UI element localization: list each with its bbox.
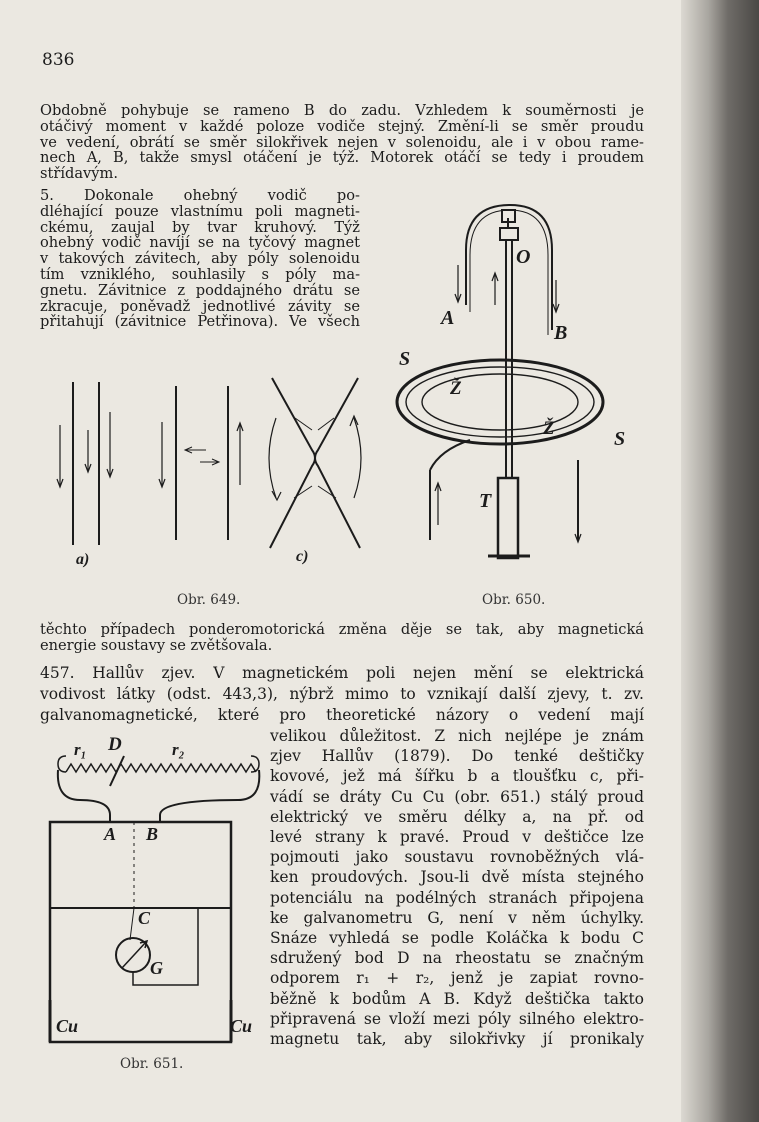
text-line: 5. Dokonale ohebný vodič po- [40, 187, 360, 204]
sliding-contact-D [110, 756, 124, 786]
text-line: sdružený bod D na rheostatu se značným [270, 949, 644, 968]
fig651-label-g: G [150, 958, 163, 978]
rheostat-end [58, 756, 66, 772]
text-line: ckému, zaujal by tvar kruhový. Týž [40, 218, 360, 236]
text-line: kovové, jež má šířku b a tloušťku c, při- [270, 767, 644, 786]
fig651-label-r2: r₂ [172, 740, 185, 759]
fig651-label-cu-left: Cu [56, 1016, 79, 1036]
fig650-label-s-right: S [614, 428, 626, 450]
text-line: v takových závitech, aby póly solenoidu [40, 250, 360, 268]
fig649-caption: Obr. 649. [177, 592, 241, 608]
fig649-label-a: a) [76, 551, 90, 568]
text-line: magnetu tak, aby silokřivky jí pronikaly [270, 1030, 644, 1049]
text-line: odporem r₁ + r₂, jenž je zapiat rovno- [270, 969, 644, 988]
fig650-label-a: A [441, 307, 455, 329]
fig651-label-r1: r₁ [74, 740, 87, 759]
text-line: pojmouti jako soustavu rovnoběžných vlá- [270, 848, 644, 867]
text-line: dléhající pouze vlastnímu poli magneti- [40, 202, 360, 220]
text-line: zjev Hallův (1879). Do tenké deštičky [270, 747, 644, 766]
text-line: běžně k bodům A B. Když deštička takto [270, 989, 644, 1008]
text-line: velikou důležitost. Z nich nejlépe je znám [270, 727, 644, 745]
page-number: 836 [42, 50, 75, 70]
text-line: vádí se dráty Cu Cu (obr. 651.) stálý proud [270, 787, 644, 806]
fig650-label-s-left: S [399, 348, 411, 370]
text-line: ke galvanometru G, není v něm úchylky. [270, 908, 644, 927]
text-line: Snáze vyhledá se podle Koláčka k bodu C [270, 929, 644, 948]
galvanometer-needle [122, 942, 146, 968]
fig651-label-cu-right: Cu [230, 1016, 253, 1036]
text-line: galvanomagnetické, které pro theoretické názory o vedení mají [40, 706, 644, 724]
fig650-label-o: O [516, 246, 531, 268]
text-line: tím vzniklého, souhlasily s póly ma- [40, 265, 360, 283]
text-line: přitahují (závitnice Petřinova). Ve všech [40, 313, 360, 331]
wire-left [58, 770, 110, 815]
fig650-label-t: T [479, 490, 492, 512]
text-line: ohebný vodič navíjí se na tyčový magnet [40, 234, 360, 252]
fig651-caption: Obr. 651. [120, 1056, 184, 1072]
text-line: zkracuje, poněvadž jednotlivé závity se [40, 297, 360, 315]
wire-right [160, 770, 259, 815]
text-line: elektrický ve směru délky a, na př. od [270, 807, 644, 826]
text-line: levé strany k pravé. Proud v deštičce lze [270, 828, 644, 847]
rheostat-coil [66, 764, 256, 772]
fig650-caption: Obr. 650. [482, 592, 546, 608]
text-line: Obdobně pohybuje se rameno B do zadu. Vzhledem k souměrnosti je [40, 102, 644, 119]
text-line: střídavým. [40, 165, 119, 183]
fig651-label-b: B [146, 824, 159, 844]
fig651-label-d: D [108, 734, 122, 755]
text-line: energie soustavy se zvětšovala. [40, 636, 273, 654]
text-line: ken proudových. Jsou-li dvě místa stejného [270, 868, 644, 887]
text-line: ve vedení, obrátí se směr silokřivek nejen v solenoidu, ale i v obou rame- [40, 133, 644, 151]
fig650-label-z-bottom: Ž [543, 418, 555, 439]
text-line: potenciálu na podélných stranách připojena [270, 888, 644, 907]
galvanometer-lead [130, 908, 134, 940]
fig649-label-c: c) [296, 548, 309, 565]
text-line: gnetu. Závitnice z poddajného drátu se [40, 281, 360, 299]
text-line: těchto případech ponderomotorická změna děje se tak, aby magnetická [40, 621, 644, 638]
fig651-label-c: C [138, 908, 151, 928]
text-line: připravená se vloží mezi póly silného elektro- [270, 1009, 644, 1028]
text-line: nech A, B, takže smysl otáčení je týž. Motorek otáčí se tedy i proudem [40, 149, 644, 167]
fig650-label-z-top: Ž [450, 378, 462, 399]
hall-plate [50, 822, 231, 1042]
fig650-label-b: B [554, 322, 568, 344]
text-line: vodivost látky (odst. 443,3), nýbrž mimo to vznikají další zjevy, t. zv. [40, 685, 644, 703]
text-line: otáčivý moment v každé poloze vodiče stejný. Změní-li se směr proudu [40, 117, 644, 135]
section-heading-line: 457. Hallův zjev. V magnetickém poli nejen mění se elektrická [40, 664, 644, 682]
fig651-label-a: A [104, 824, 117, 844]
